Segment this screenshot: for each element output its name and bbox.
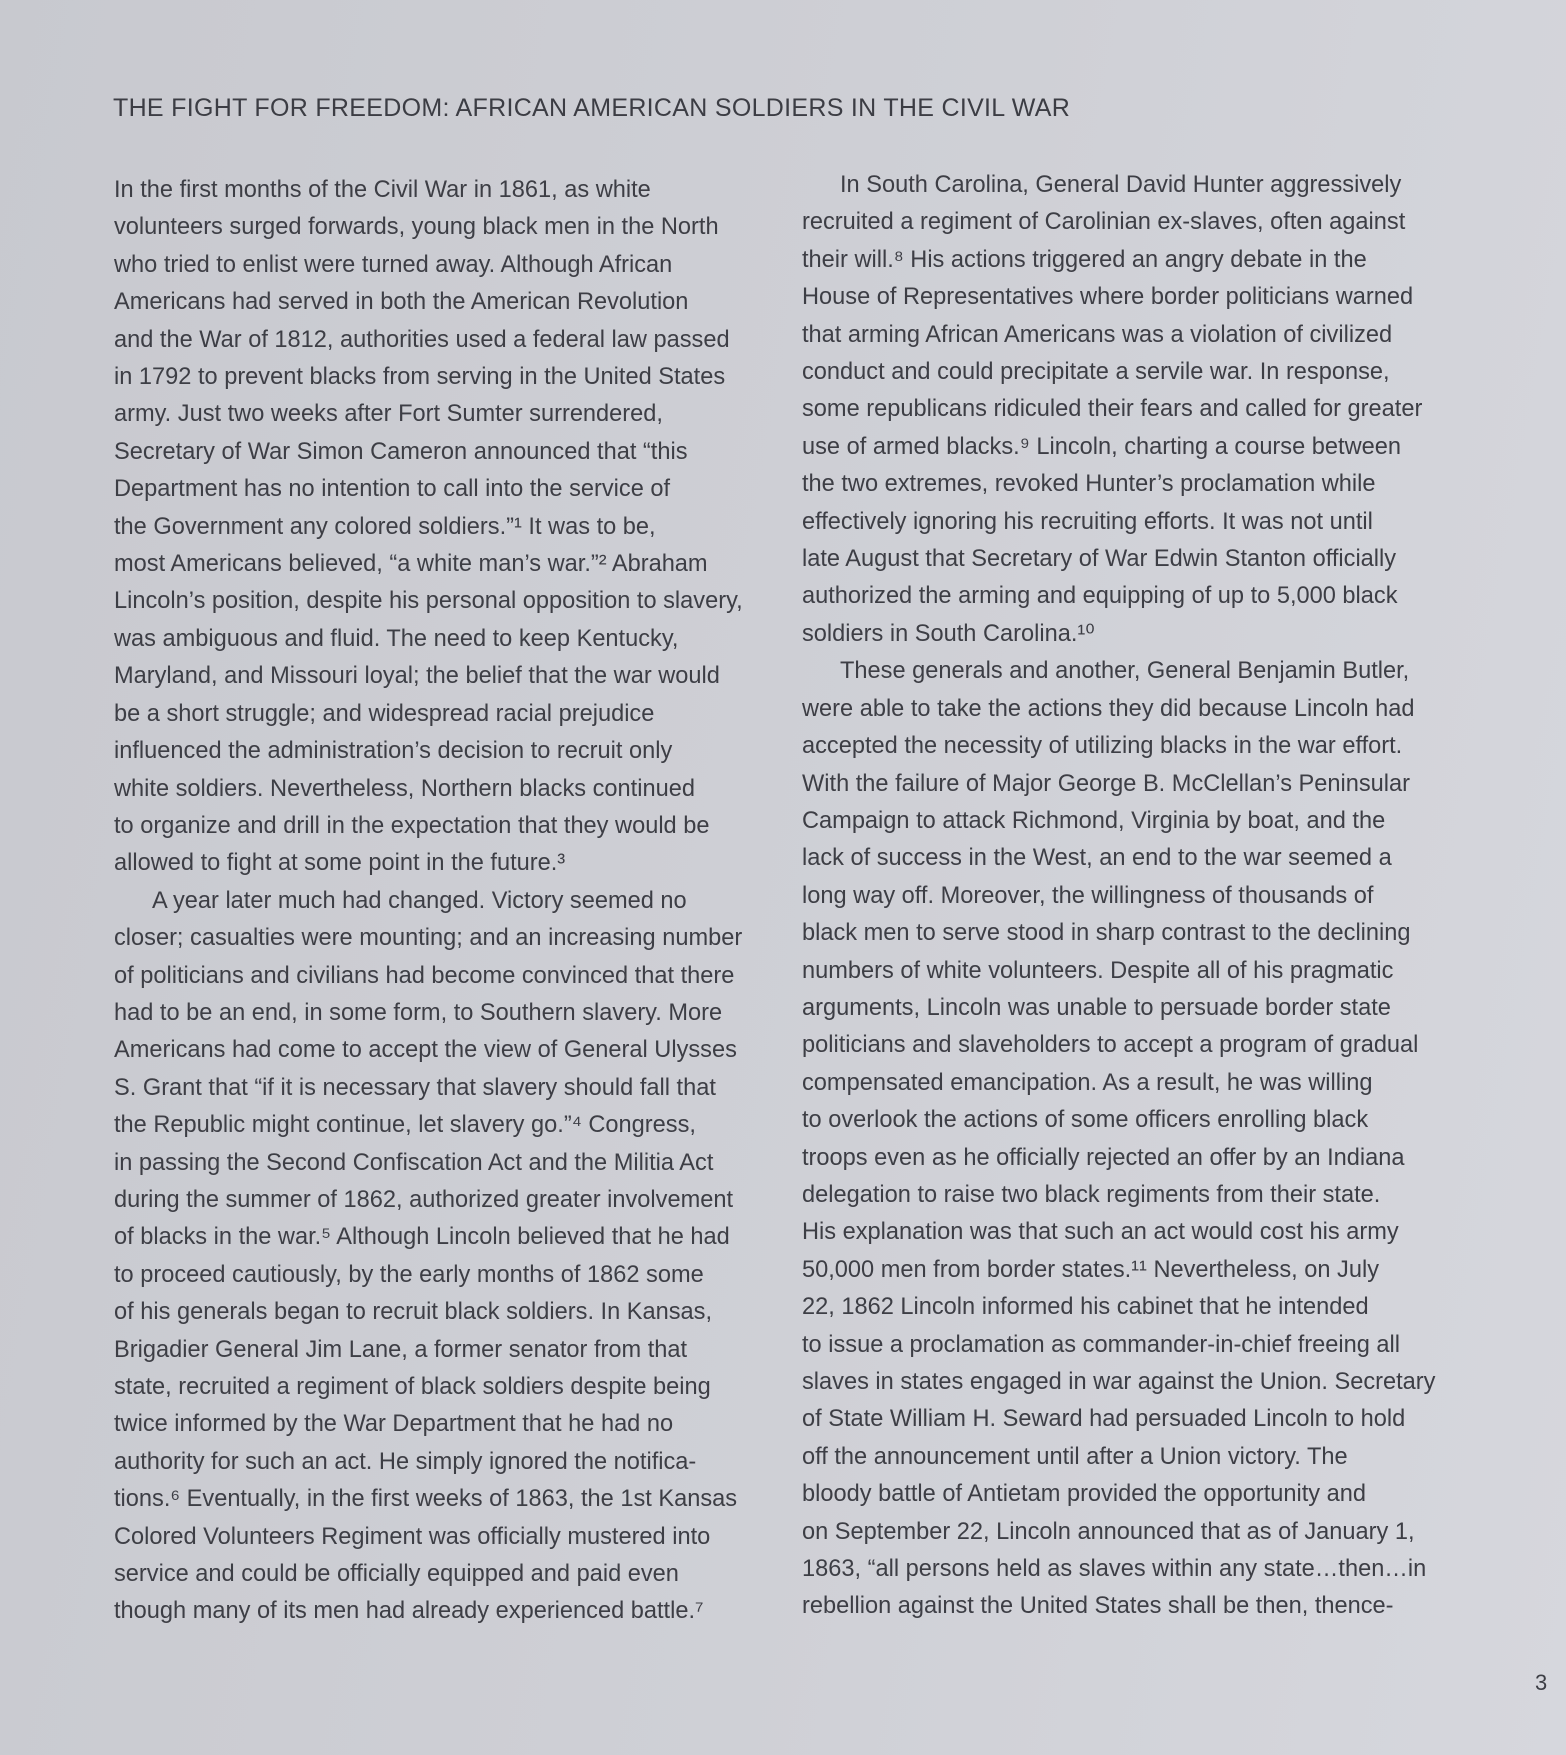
text-line: and the War of 1812, authorities used a federal law passed — [114, 326, 730, 353]
text-line: In South Carolina, General David Hunter aggressively — [840, 172, 1402, 198]
page-header: THE FIGHT FOR FREEDOM: AFRICAN AMERICAN SOLDIERS IN THE CIVIL WAR — [113, 94, 1071, 122]
text-line: long way off. Moreover, the willingness of thousands of — [802, 882, 1374, 909]
text-line: House of Representatives where border politicians warned — [802, 284, 1414, 311]
text-line: the two extremes, revoked Hunter’s proclamation while — [802, 471, 1376, 498]
text-line: effectively ignoring his recruiting efforts. It was not until — [802, 508, 1373, 535]
text-line: off the announcement until after a Union victory. The — [802, 1443, 1348, 1470]
text-line: arguments, Lincoln was unable to persuade border state — [802, 994, 1391, 1021]
text-line: soldiers in South Carolina.¹⁰ — [802, 620, 1095, 647]
text-line: conduct and could precipitate a servile war. In response, — [802, 359, 1390, 386]
text-line: bloody battle of Antietam provided the opportunity and — [802, 1481, 1367, 1508]
text-line: white soldiers. Nevertheless, Northern blacks continued — [114, 775, 695, 802]
text-line: to organize and drill in the expectation that they would be — [114, 812, 710, 839]
text-line: that arming African Americans was a violation of civilized — [802, 321, 1393, 348]
text-line: These generals and another, General Benjamin Butler, — [840, 658, 1410, 685]
text-line: troops even as he officially rejected an offer by an Indiana — [802, 1144, 1405, 1171]
text-line: closer; casualties were mounting; and an increasing number — [114, 925, 743, 952]
text-line: rebellion against the United States shall be then, thence- — [802, 1593, 1394, 1620]
text-line: though many of its men had already experienced battle.⁷ — [114, 1598, 704, 1625]
text-line: to proceed cautiously, by the early months of 1862 some — [114, 1261, 704, 1288]
text-line: during the summer of 1862, authorized greater involvement — [114, 1186, 734, 1213]
text-line: of blacks in the war.⁵ Although Lincoln believed that he had — [114, 1224, 730, 1251]
text-line: their will.⁸ His actions triggered an angry debate in the — [802, 246, 1367, 273]
text-line: were able to take the actions they did because Lincoln had — [802, 695, 1415, 722]
page-number: 3 — [1535, 1670, 1548, 1695]
text-line: 22, 1862 Lincoln informed his cabinet that he intended — [802, 1294, 1369, 1321]
text-line: of his generals began to recruit black soldiers. In Kansas, — [114, 1299, 713, 1326]
text-line: the Government any colored soldiers.”¹ It was to be, — [114, 513, 656, 540]
text-line: use of armed blacks.⁹ Lincoln, charting a course between — [802, 433, 1401, 460]
text-line: who tried to enlist were turned away. Although African — [114, 251, 673, 278]
right-column — [802, 167, 1468, 1626]
text-line: volunteers surged forwards, young black men in the North — [114, 214, 719, 241]
text-line: in passing the Second Confiscation Act and the Militia Act — [114, 1149, 714, 1176]
text-line: to overlook the actions of some officers enrolling black — [802, 1107, 1369, 1134]
text-line: the Republic might continue, let slavery go.”⁴ Congress, — [114, 1112, 696, 1139]
text-line: His explanation was that such an act would cost his army — [802, 1219, 1399, 1246]
left-column — [114, 172, 774, 1631]
text-line: be a short struggle; and widespread racial prejudice — [114, 700, 655, 727]
text-line: allowed to fight at some point in the future.³ — [114, 850, 566, 877]
text-line: had to be an end, in some form, to Southern slavery. More — [114, 999, 723, 1026]
text-line: service and could be officially equipped and paid even — [114, 1561, 679, 1588]
text-line: of State William H. Seward had persuaded Lincoln to hold — [802, 1406, 1406, 1433]
text-line: Campaign to attack Richmond, Virginia by boat, and the — [802, 807, 1386, 834]
text-line: accepted the necessity of utilizing blacks in the war effort. — [802, 733, 1403, 760]
text-line: twice informed by the War Department that he had no — [114, 1411, 674, 1438]
text-line: was ambiguous and fluid. The need to keep Kentucky, — [114, 625, 679, 652]
text-line: 1863, “all persons held as slaves within any state…then…in — [802, 1556, 1427, 1583]
text-line: delegation to raise two black regiments from their state. — [802, 1181, 1381, 1208]
text-line: Secretary of War Simon Cameron announced that “this — [114, 438, 688, 465]
text-line: Brigadier General Jim Lane, a former senator from that — [114, 1336, 688, 1363]
text-line: most Americans believed, “a white man’s war.”² Abraham — [114, 551, 708, 578]
text-line: In the first months of the Civil War in 1861, as white — [114, 177, 651, 203]
text-line: to issue a proclamation as commander-in-chief freeing all — [802, 1331, 1400, 1358]
text-line: authority for such an act. He simply ignored the notifica- — [114, 1448, 697, 1475]
text-line: authorized the arming and equipping of up to 5,000 black — [802, 583, 1398, 610]
text-line: in 1792 to prevent blacks from serving in the United States — [114, 364, 726, 391]
text-line: Americans had served in both the American Revolution — [114, 289, 689, 316]
text-line: Maryland, and Missouri loyal; the belief that the war would — [114, 663, 720, 690]
text-line: state, recruited a regiment of black soldiers despite being — [114, 1374, 711, 1400]
text-line: slaves in states engaged in war against the Union. Secretary — [802, 1369, 1436, 1395]
text-line: on September 22, Lincoln announced that as of January 1, — [802, 1518, 1415, 1545]
text-line: Lincoln’s position, despite his personal opposition to slavery, — [114, 588, 743, 615]
text-line: A year later much had changed. Victory seemed no — [152, 887, 687, 914]
text-line: compensated emancipation. As a result, he was willing — [802, 1069, 1373, 1096]
text-line: tions.⁶ Eventually, in the first weeks of 1863, the 1st Kansas — [114, 1486, 738, 1513]
text-line: S. Grant that “if it is necessary that slavery should fall that — [114, 1074, 716, 1101]
text-line: numbers of white volunteers. Despite all of his pragmatic — [802, 957, 1394, 984]
text-line: With the failure of Major George B. McClellan’s Peninsular — [802, 770, 1411, 797]
text-line: Department has no intention to call into the service of — [114, 476, 671, 503]
text-line: Colored Volunteers Regiment was officially mustered into — [114, 1523, 711, 1550]
text-line: some republicans ridiculed their fears and called for greater — [802, 396, 1423, 423]
text-line: army. Just two weeks after Fort Sumter surrendered, — [114, 401, 663, 428]
text-line: Americans had come to accept the view of General Ulysses — [114, 1037, 737, 1064]
text-line: 50,000 men from border states.¹¹ Nevertheless, on July — [802, 1256, 1379, 1283]
text-line: black men to serve stood in sharp contrast to the declining — [802, 920, 1411, 947]
text-line: politicians and slaveholders to accept a program of gradual — [802, 1032, 1419, 1059]
text-line: late August that Secretary of War Edwin Stanton officially — [802, 546, 1397, 573]
text-line: of politicians and civilians had become convinced that there — [114, 962, 735, 989]
text-line: lack of success in the West, an end to the war seemed a — [802, 845, 1392, 872]
text-line: recruited a regiment of Carolinian ex-slaves, often against — [802, 209, 1406, 236]
text-line: influenced the administration’s decision to recruit only — [114, 738, 673, 765]
